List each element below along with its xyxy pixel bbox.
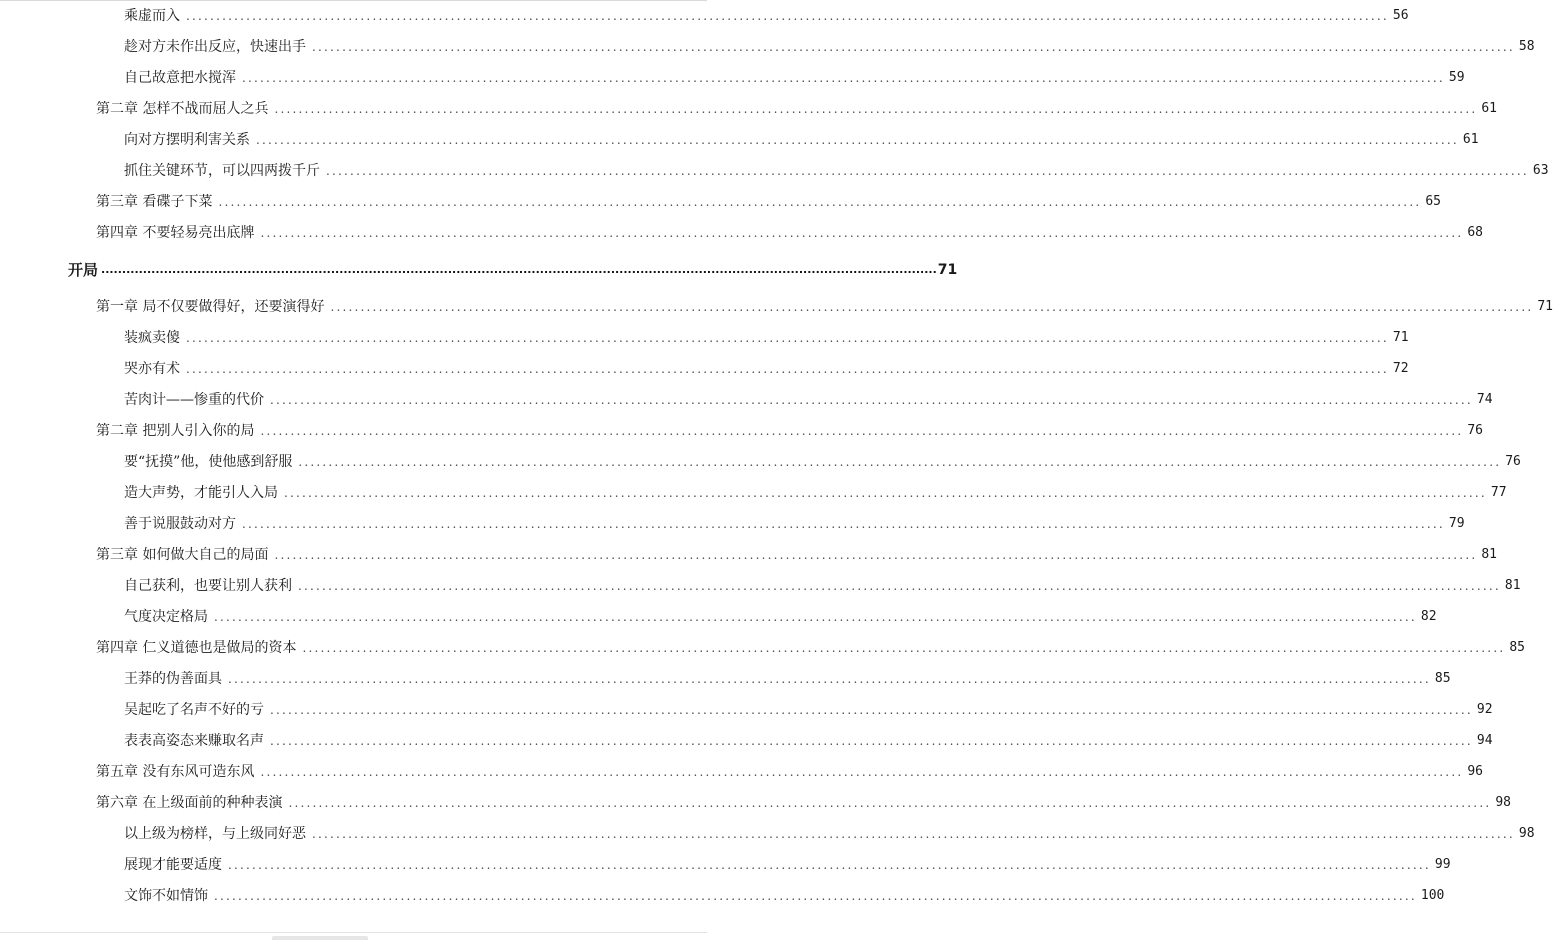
toc-entry-title: 第二章 把别人引入你的局 [96, 423, 255, 439]
toc-dot-leader: ........................................................................................................................................................................................................ [218, 195, 1422, 209]
toc-section-entry[interactable] [124, 667, 1451, 691]
toc-chapter-entry[interactable] [96, 221, 1483, 245]
toc-page-number: 100 [1420, 888, 1445, 903]
toc-dot-leader: ........................................................................................................................................................................................................ [298, 455, 1502, 469]
toc-entry-title: 以上级为榜样，与上级同好恶 [124, 826, 306, 842]
toc-dot-leader: ........................................................................................................................................................................................................ [256, 133, 1459, 147]
toc-entry-title: 第三章 如何做大自己的局面 [96, 547, 269, 563]
toc-page-number: 98 [1518, 826, 1535, 841]
toc-entry-title: 第五章 没有东风可造东风 [96, 764, 255, 780]
toc-section-entry[interactable] [124, 450, 1521, 474]
toc-chapter-entry[interactable] [96, 760, 1483, 784]
toc-section-entry[interactable] [124, 512, 1465, 536]
toc-entry-title: 乘虚而入 [124, 8, 180, 24]
toc-entry-title: 第四章 不要轻易亮出底牌 [96, 225, 255, 241]
toc-section-entry[interactable] [124, 388, 1493, 412]
toc-section-entry[interactable] [124, 729, 1493, 753]
toc-section-entry[interactable] [124, 853, 1451, 877]
scroll-indicator [272, 936, 368, 940]
toc-entry-title: 自己故意把水搅浑 [124, 70, 236, 86]
toc-page-number: 85 [1434, 671, 1451, 686]
toc-dot-leader: ........................................................................................................................................................................................................ [298, 579, 1501, 593]
toc-dot-leader: ........................................................................................................................................................................................................ [228, 672, 1431, 686]
toc-page-number: 99 [1434, 857, 1451, 872]
toc-entry-title: 哭亦有术 [124, 361, 180, 377]
toc-page-number: 81 [1481, 547, 1497, 562]
toc-page-number: 61 [1481, 101, 1497, 116]
toc-dot-leader: ........................................................................................................................................................................................................ [186, 331, 1389, 345]
toc-entry-title: 开局 [68, 261, 99, 279]
toc-page-number: 79 [1448, 516, 1465, 531]
toc-page-number: 98 [1495, 795, 1511, 810]
toc-entry-title: 第三章 看碟子下菜 [96, 194, 213, 210]
toc-entry-title: 王莽的伪善面具 [124, 671, 222, 687]
toc-dot-leader: ........................................................................................................................................................................................................ [274, 102, 1478, 116]
toc-page-number: 68 [1467, 225, 1483, 240]
toc-page-number: 56 [1392, 8, 1409, 23]
toc-dot-leader: ........................................................................................................................................................................................................ [288, 796, 1492, 810]
toc-entry-title: 善于说服鼓动对方 [124, 516, 236, 532]
toc-dot-leader: ........................................................................................................................................................................................................ [260, 226, 1464, 240]
toc-section-entry[interactable] [124, 66, 1465, 90]
toc-section-entry[interactable] [124, 605, 1437, 629]
toc-entry-title: 第六章 在上级面前的种种表演 [96, 795, 283, 811]
toc-dot-leader: ........................................................................................................................................................................................................ [326, 164, 1529, 178]
toc-section-entry[interactable] [124, 884, 1445, 908]
toc-dot-leader: ........................................................................................................................................................................................................ [302, 641, 1506, 655]
toc-section-entry[interactable] [124, 128, 1479, 152]
toc-chapter-entry[interactable] [96, 543, 1497, 567]
toc-entry-title: 吴起吃了名声不好的亏 [124, 702, 264, 718]
toc-dot-leader: ........................................................................................................................................................................................................ [186, 362, 1389, 376]
toc-page-number: 71 [937, 262, 958, 278]
toc-page-number: 76 [1505, 454, 1521, 469]
toc-page-number: 76 [1467, 423, 1483, 438]
toc-page-number: 71 [1392, 330, 1409, 345]
toc-page-number: 85 [1509, 640, 1525, 655]
toc-chapter-entry[interactable] [96, 97, 1497, 121]
toc-section-entry[interactable] [124, 159, 1549, 183]
toc-entry-title: 要“抚摸”他，使他感到舒服 [124, 454, 293, 470]
toc-page-number: 71 [1537, 299, 1553, 314]
top-border [0, 0, 707, 1]
toc-page-number: 94 [1476, 733, 1493, 748]
toc-entry-title: 造大声势，才能引人入局 [124, 485, 278, 501]
toc-page-number: 58 [1518, 39, 1535, 54]
toc-entry-title: 自己获利，也要让别人获利 [124, 578, 292, 594]
toc-dot-leader: ........................................................................................................................................................................................................ [101, 263, 937, 276]
toc-dot-leader: ........................................................................................................................................................................................................ [270, 734, 1473, 748]
toc-page-number: 63 [1532, 163, 1549, 178]
toc-entry-title: 文饰不如情饰 [124, 888, 208, 904]
toc-section-entry[interactable] [124, 35, 1535, 59]
toc-dot-leader: ........................................................................................................................................................................................................ [260, 765, 1464, 779]
toc-dot-leader: ........................................................................................................................................................................................................ [330, 300, 1534, 314]
toc-section-entry[interactable] [124, 574, 1521, 598]
toc-dot-leader: ........................................................................................................................................................................................................ [312, 827, 1515, 841]
toc-page-number: 61 [1462, 132, 1479, 147]
toc-section-entry[interactable] [124, 698, 1493, 722]
toc-section-entry[interactable] [124, 357, 1409, 381]
toc-page-number: 72 [1392, 361, 1409, 376]
toc-chapter-entry[interactable] [96, 295, 1553, 319]
toc-section-entry[interactable] [124, 326, 1409, 350]
toc-page-number: 82 [1420, 609, 1437, 624]
toc-entry-title: 第四章 仁义道德也是做局的资本 [96, 640, 297, 656]
toc-part-entry[interactable] [68, 258, 958, 282]
toc-page-number: 74 [1476, 392, 1493, 407]
toc-entry-title: 抓住关键环节，可以四两拨千斤 [124, 163, 320, 179]
toc-entry-title: 苦肉计——惨重的代价 [124, 392, 264, 408]
toc-entry-title: 趁对方未作出反应，快速出手 [124, 39, 306, 55]
toc-page-number: 65 [1425, 194, 1441, 209]
toc-chapter-entry[interactable] [96, 419, 1483, 443]
toc-dot-leader: ........................................................................................................................................................................................................ [242, 71, 1445, 85]
toc-entry-title: 第一章 局不仅要做得好，还要演得好 [96, 299, 325, 315]
toc-section-entry[interactable] [124, 822, 1535, 846]
toc-dot-leader: ........................................................................................................................................................................................................ [228, 858, 1431, 872]
toc-dot-leader: ........................................................................................................................................................................................................ [270, 703, 1473, 717]
toc-page-number: 96 [1467, 764, 1483, 779]
toc-section-entry[interactable] [124, 481, 1507, 505]
toc-entry-title: 装疯卖傻 [124, 330, 180, 346]
toc-dot-leader: ........................................................................................................................................................................................................ [242, 517, 1445, 531]
toc-dot-leader: ........................................................................................................................................................................................................ [260, 424, 1464, 438]
toc-entry-title: 展现才能要适度 [124, 857, 222, 873]
toc-dot-leader: ........................................................................................................................................................................................................ [214, 610, 1417, 624]
toc-dot-leader: ........................................................................................................................................................................................................ [284, 486, 1487, 500]
toc-entry-title: 气度决定格局 [124, 609, 208, 625]
toc-page-number: 59 [1448, 70, 1465, 85]
toc-page-number: 81 [1504, 578, 1521, 593]
toc-section-entry[interactable] [124, 4, 1409, 28]
toc-dot-leader: ........................................................................................................................................................................................................ [312, 40, 1515, 54]
toc-page-number: 77 [1490, 485, 1507, 500]
toc-entry-title: 向对方摆明利害关系 [124, 132, 250, 148]
toc-dot-leader: ........................................................................................................................................................................................................ [214, 889, 1417, 903]
toc-entry-title: 第二章 怎样不战而屈人之兵 [96, 101, 269, 117]
toc-dot-leader: ........................................................................................................................................................................................................ [274, 548, 1478, 562]
toc-dot-leader: ........................................................................................................................................................................................................ [186, 9, 1389, 23]
toc-chapter-entry[interactable] [96, 791, 1511, 815]
page-bottom-border [0, 932, 707, 933]
toc-page-number: 92 [1476, 702, 1493, 717]
toc-chapter-entry[interactable] [96, 636, 1525, 660]
toc-chapter-entry[interactable] [96, 190, 1441, 214]
toc-dot-leader: ........................................................................................................................................................................................................ [270, 393, 1473, 407]
toc-entry-title: 表表高姿态来赚取名声 [124, 733, 264, 749]
